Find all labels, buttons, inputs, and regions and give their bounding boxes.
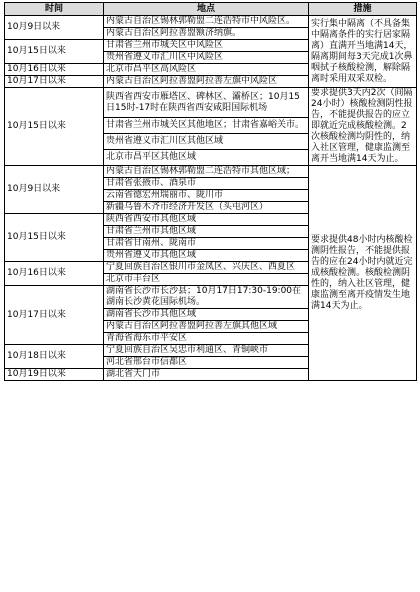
location-cell: 北京市昌平区高风险区 <box>104 64 309 76</box>
location-cell: 内蒙古自治区阿拉善盟阿拉善左旗中风险区 <box>104 76 309 88</box>
location-cell: 内蒙古自治区阿拉善盟额济纳旗。 <box>104 28 309 40</box>
table-body <box>5 16 417 381</box>
measure-cell: 实行集中隔离（不具备集中隔离条件的实行居家隔离）直满开当地满14天，隔离期间每3天完成1次鼻咽拭子核酸检测，解除隔离时采用双采双检。 <box>309 16 417 88</box>
time-cell: 10月15日以来 <box>5 40 104 64</box>
time-cell: 10月18日以来 <box>5 345 104 369</box>
measure-cell: 要求提供48小时内核酸检测阴性报告，不能提供报告的应在24小时内就近完成核酸检测。核酸检测阴性的，纳入社区管理，健康监测至离开疫情发生地满14天为止。 <box>309 166 417 381</box>
location-cell: 甘肃省兰州市城关区中风险区 <box>104 40 309 52</box>
location-cell: 云南省德宏州瑞丽市、陇川市 <box>104 190 309 202</box>
time-cell: 10月9日以来 <box>5 16 104 40</box>
table-row <box>5 88 417 118</box>
location-cell: 湖北省天门市 <box>104 369 309 381</box>
location-cell: 贵州省遵义市其他区域 <box>104 250 309 262</box>
location-cell: 河北省邢台市信都区 <box>104 357 309 369</box>
location-cell: 青海省海东市平安区 <box>104 333 309 345</box>
table-row <box>5 16 417 28</box>
time-cell: 10月16日以来 <box>5 64 104 76</box>
location-cell: 内蒙古自治区阿拉善盟阿拉善左旗其他区域 <box>104 321 309 333</box>
header-measures: 措施 <box>309 3 417 16</box>
location-cell: 内蒙古自治区锡林郭勒盟二连浩特市中风险区。 <box>104 16 309 28</box>
location-cell: 宁夏回族自治区吴忠市利通区、青铜峡市 <box>104 345 309 357</box>
location-cell: 内蒙古自治区锡林郭勒盟二连浩特市其他区域； <box>104 166 309 178</box>
time-cell: 10月17日以来 <box>5 76 104 88</box>
location-cell: 甘肃省甘南州、陇南市 <box>104 238 309 250</box>
header-location: 地点 <box>104 3 309 16</box>
location-cell: 湖南省长沙市长沙县；10月17日17:30-19:00在湖南长沙黄花国际机场。 <box>104 286 309 309</box>
location-cell: 陕西省西安市雁塔区、碑林区、灞桥区；10月15日15时-17时在陕西省西安咸阳国际机场 <box>104 88 309 118</box>
location-cell: 甘肃省兰州市城关区其他地区；甘肃省嘉峪关市。 <box>104 118 309 134</box>
location-cell: 陕西省西安市其他区域 <box>104 214 309 226</box>
table-row <box>5 166 417 178</box>
location-cell: 北京市丰台区 <box>104 274 309 286</box>
header-time: 时间 <box>5 3 104 16</box>
time-cell: 10月17日以来 <box>5 286 104 345</box>
location-cell: 湖南省长沙市其他区域 <box>104 309 309 321</box>
location-cell: 北京市昌平区其他区域 <box>104 150 309 166</box>
time-cell: 10月19日以来 <box>5 369 104 381</box>
time-cell: 10月9日以来 <box>5 166 104 214</box>
risk-area-table <box>4 2 417 381</box>
location-cell: 甘肃省张掖市、酒泉市 <box>104 178 309 190</box>
measure-cell: 要求提供3天内2次（间隔24小时）核酸检测阴性报告，不能提供报告的应立即就近完成核酸检测。2次核酸检测均阴性的，纳入社区管理，健康监测至离开当地满14天为止。 <box>309 88 417 166</box>
time-cell: 10月15日以来 <box>5 214 104 262</box>
time-cell: 10月15日以来 <box>5 88 104 166</box>
location-cell: 新疆乌鲁木齐市经济开发区（头屯河区） <box>104 202 309 214</box>
location-cell: 贵州省遵义市汇川区中风险区 <box>104 52 309 64</box>
location-cell: 宁夏回族自治区银川市金凤区、兴庆区、西夏区 <box>104 262 309 274</box>
time-cell: 10月16日以来 <box>5 262 104 286</box>
location-cell: 贵州省遵义市汇川区其他区域 <box>104 134 309 150</box>
location-cell: 甘肃省兰州市其他区域 <box>104 226 309 238</box>
table-header <box>5 3 417 16</box>
